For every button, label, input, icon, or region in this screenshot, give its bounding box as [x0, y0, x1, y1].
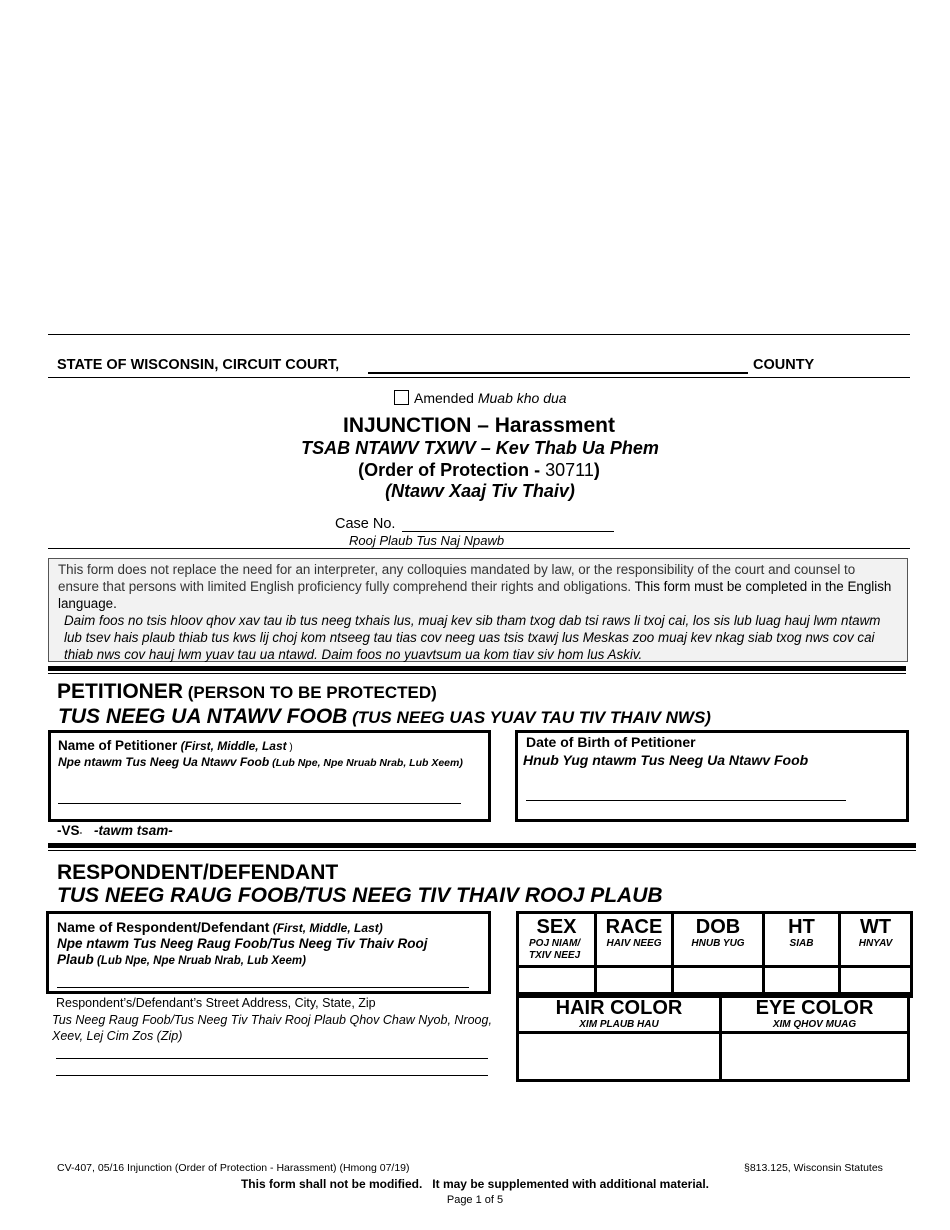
amended-checkbox[interactable]: [394, 390, 409, 405]
form-code: 30711: [545, 460, 594, 480]
petitioner-heading-hmong-paren: (TUS NEEG UAS YUAV TAU TIV THAIV NWS): [347, 708, 711, 727]
respondent-address-field-1[interactable]: [56, 1045, 488, 1059]
section-rule-petitioner: [48, 666, 906, 671]
top-rule: [48, 334, 910, 335]
ht-label-hmong: SIAB: [789, 938, 814, 949]
case-number-label-hmong: Rooj Plaub Tus Naj Npawb: [349, 533, 505, 548]
petitioner-name-field[interactable]: [58, 789, 461, 804]
petitioner-heading-paren: (PERSON TO BE PROTECTED): [183, 683, 437, 702]
petitioner-name-label: Name of Petitioner: [58, 738, 178, 753]
race-header: [596, 913, 673, 967]
physical-description-table: [516, 911, 913, 998]
hair-color-header: [516, 992, 722, 1034]
footer-notice: This form shall not be modified. It may be supplemented with additional material.: [240, 1177, 710, 1191]
court-label: STATE OF WISCONSIN, CIRCUIT COURT,: [57, 357, 340, 373]
form-subtitle-hmong: (Ntawv Xaaj Tiv Thaiv): [385, 481, 575, 501]
sex-label: SEX: [536, 916, 577, 938]
petitioner-name-label-hmong-row: [58, 755, 463, 769]
respondent-name-hint: (First, Middle, Last): [269, 921, 383, 935]
respondent-address-label-hmong: Tus Neeg Raug Foob/Tus Neeg Tiv Thaiv Rooj Plaub Qhov Chaw Nyob, Nroog, Xeev, Lej Cim Zos (Zip): [52, 1013, 492, 1043]
case-number-label: Case No.: [335, 516, 396, 532]
versus-label-hmong: -tawm tsam-: [93, 823, 173, 838]
versus-label: -VS: [57, 823, 80, 838]
petitioner-name-label-row: [58, 738, 293, 753]
wt-label: WT: [859, 916, 892, 938]
dob-label: DOB: [695, 916, 741, 938]
eye-color-label-hmong: XIM QHOV MUAG: [772, 1019, 857, 1030]
petitioner-name-hint-hmong: (Lub Npe, Npe Nruab Nrab, Lub Xeem): [269, 757, 463, 769]
section-rule-respondent-thin: [48, 850, 916, 851]
respondent-name-field[interactable]: [57, 974, 469, 988]
sex-label-hmong: POJ NIAM/ TXIV NEEJ: [529, 938, 581, 961]
respondent-name-hint-hmong: (Lub Npe, Npe Nruab Nrab, Lub Xeem): [93, 955, 306, 967]
page-number: Page 1 of 5: [446, 1194, 504, 1206]
petitioner-dob-label-hmong: Hnub Yug ntawm Tus Neeg Ua Ntawv Foob: [523, 752, 809, 768]
form-title-hmong: TSAB NTAWV TXWV – Kev Thab Ua Phem: [301, 438, 659, 458]
amended-label-english: Amended: [414, 390, 474, 406]
race-label-hmong: HAIV NEEG: [606, 938, 662, 949]
petitioner-heading-hmong: [58, 705, 711, 729]
dob-header: [673, 913, 764, 967]
form-title: INJUNCTION – Harassment: [343, 414, 615, 437]
petitioner-heading-hmong-main: TUS NEEG UA NTAWV FOOB: [58, 705, 348, 728]
amended-label: [414, 390, 567, 406]
versus-dot: -: [79, 828, 83, 837]
petitioner-name-box: [48, 730, 491, 822]
language-notice: [48, 558, 908, 662]
respondent-name-label-hmong-b-row: [57, 952, 306, 967]
race-label: RACE: [605, 916, 663, 938]
notice-hmong: Daim foos no tsis hloov qhov xav tau ib tus neeg txhais lus, muaj kev sib tham txog dab tsi raws li txoj cai, los sis lub luag hauj lwm ntawm lub tsev hais plaub thiab tus kws lij choj kom ntseeg tau tias cov neeg uas tsis txawj lus Meskas zoo muaj kev nkag siab txog nws cov cai thiab nws cov hauj lwm yuav tau ua ntawd. Daim foos no yuavtsum ua kom tiav siv hom lus Askiv.: [64, 613, 881, 662]
petitioner-dob-box: [515, 730, 909, 822]
respondent-address-label: Respondent’s/Defendant’s Street Address, City, State, Zip: [56, 996, 376, 1010]
hair-color-label-hmong: XIM PLAUB HAU: [579, 1019, 659, 1030]
county-label: COUNTY: [753, 357, 815, 373]
respondent-heading: RESPONDENT/DEFENDANT: [57, 861, 339, 884]
case-rule: [48, 548, 910, 549]
notice-english-a: This form does not replace the need for an interpreter, any colloquies mandated by law, or the responsibility of the court and counsel to ensure that persons with limited English proficiency fully comprehend their rights and obligations.: [58, 562, 856, 594]
petitioner-heading: [57, 680, 437, 704]
subtitle-suffix: ): [593, 460, 600, 480]
form-id: CV-407, 05/16 Injunction (Order of Protection - Harassment) (Hmong 07/19): [57, 1162, 410, 1174]
hair-color-field[interactable]: [516, 1031, 722, 1082]
form-subtitle: [0, 460, 950, 481]
respondent-heading-hmong: TUS NEEG RAUG FOOB/TUS NEEG TIV THAIV ROOJ PLAUB: [57, 884, 663, 907]
notice-english: [58, 561, 898, 612]
notice-english-b: This form must be completed in the English language.: [58, 579, 892, 611]
header-rule: [48, 377, 910, 378]
respondent-name-box: [46, 911, 491, 994]
ht-header: [764, 913, 840, 967]
section-rule-petitioner-thin: [48, 673, 906, 674]
sex-header: [518, 913, 596, 967]
physical-header-row: [518, 913, 912, 967]
respondent-name-label-hmong-b: Plaub: [57, 952, 94, 967]
respondent-address-field-2[interactable]: [56, 1062, 488, 1076]
petitioner-name-hint-close: ): [286, 742, 293, 753]
case-number-field[interactable]: [402, 516, 614, 532]
petitioner-name-label-hmong: Npe ntawm Tus Neeg Ua Ntawv Foob: [58, 755, 270, 769]
statute: §813.125, Wisconsin Statutes: [744, 1162, 883, 1174]
wt-header: [840, 913, 912, 967]
subtitle-prefix: (Order of Protection -: [358, 460, 546, 480]
county-field[interactable]: [368, 357, 748, 374]
petitioner-dob-label: Date of Birth of Petitioner: [526, 734, 696, 750]
versus: [57, 823, 173, 838]
dob-label-hmong: HNUB YUG: [691, 938, 745, 949]
hair-color-label: HAIR COLOR: [555, 997, 683, 1019]
respondent-name-label-hmong-a: Npe ntawm Tus Neeg Raug Foob/Tus Neeg Tiv Thaiv Rooj: [57, 936, 428, 951]
eye-color-header: [719, 992, 910, 1034]
petitioner-heading-main: PETITIONER: [57, 680, 184, 703]
petitioner-dob-field[interactable]: [526, 786, 846, 801]
respondent-name-label-row: [57, 919, 383, 935]
amended-label-hmong: Muab kho dua: [477, 390, 567, 406]
eye-color-label: EYE COLOR: [755, 997, 874, 1019]
respondent-name-label: Name of Respondent/Defendant: [57, 919, 270, 935]
wt-label-hmong: HNYAV: [858, 938, 893, 949]
eye-color-field[interactable]: [719, 1031, 910, 1082]
petitioner-name-hint: (First, Middle, Last: [177, 739, 287, 753]
ht-label: HT: [788, 916, 815, 938]
section-rule-respondent: [48, 843, 916, 848]
